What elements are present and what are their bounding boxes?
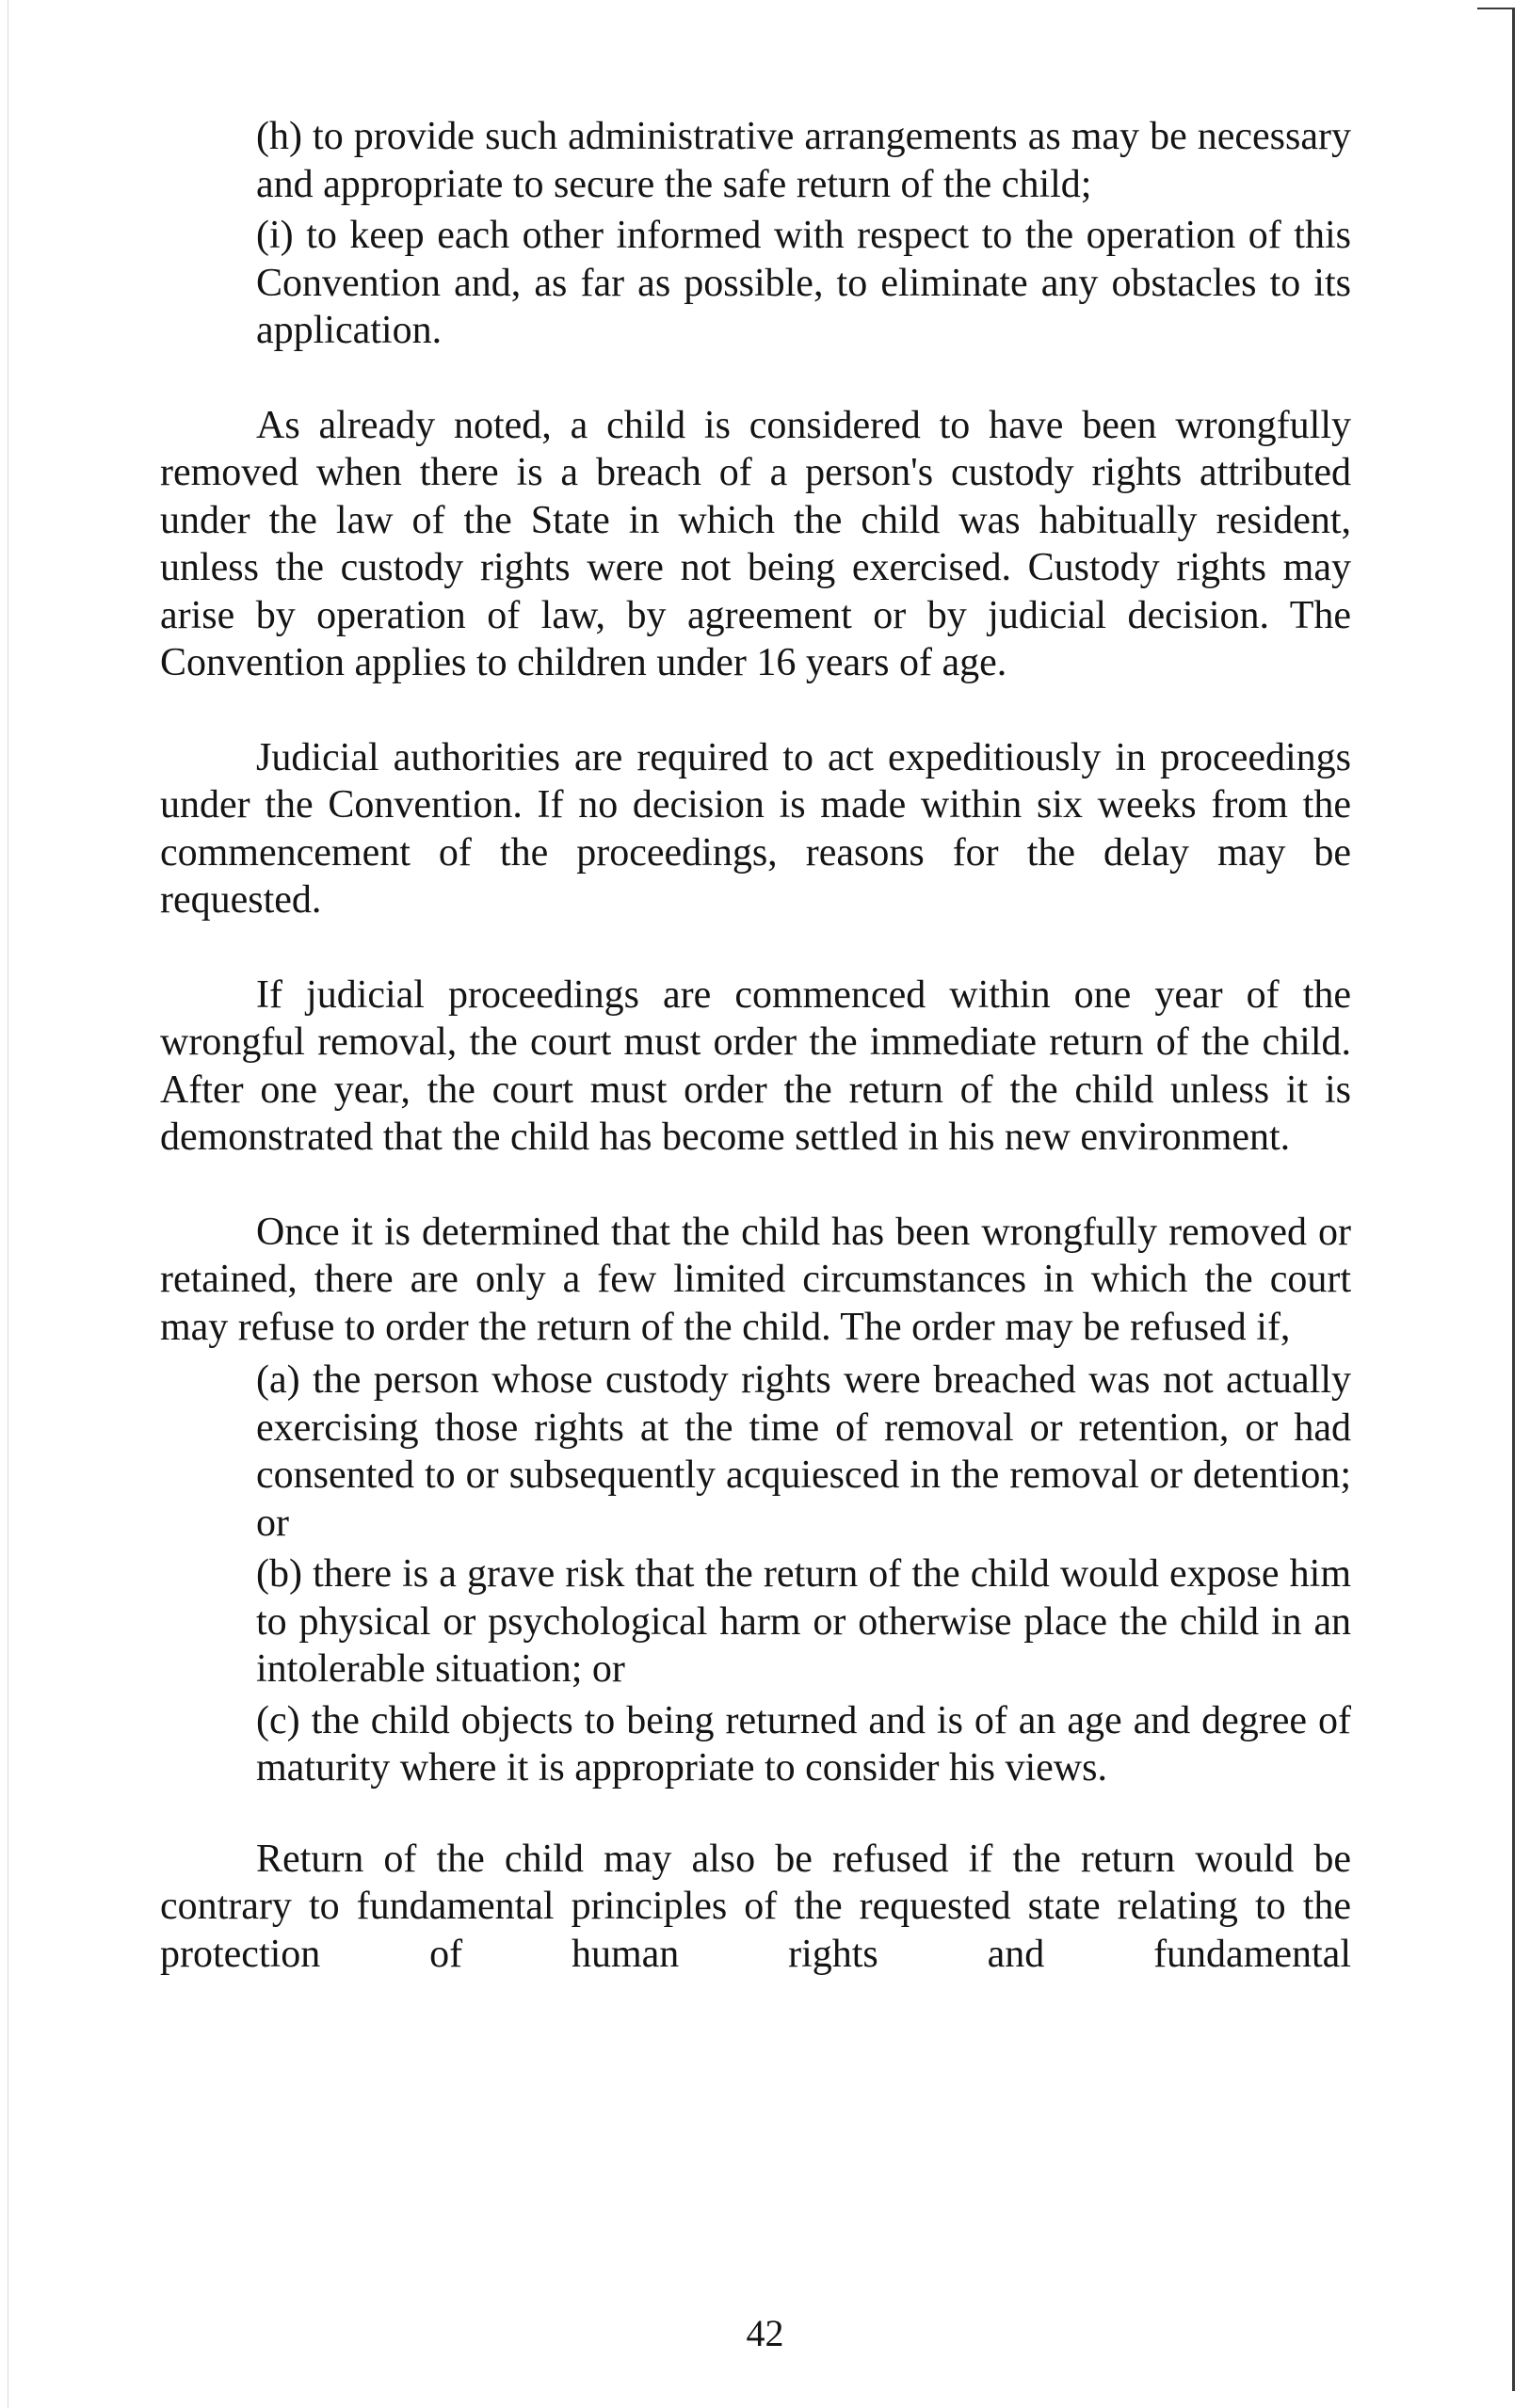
page-number: 42 xyxy=(746,2312,784,2354)
list-item-text: the person whose custody rights were breached was not actually exercising those rights at the time of removal or retention, or had consented to or subsequently acquiesced in the removal or detention; or xyxy=(256,1358,1351,1545)
paragraph-wrongful-removal: As already noted, a child is considered to have been wrongfully removed when there is a breach of a person's custody rights attributed under the law of the State in which the child was habitually resident, unless the custody rights were not being exercised. Custody rights may arise by operation of law, by agreement or by judicial decision. The Convention applies to children under 16 years of age. xyxy=(160,403,1351,684)
page-right-edge xyxy=(1512,9,1515,2391)
page-top-edge xyxy=(1477,8,1515,9)
list-marker: (c) xyxy=(256,1698,300,1742)
list-marker: (a) xyxy=(256,1358,300,1402)
document-page xyxy=(160,113,1351,1978)
list-marker: (b) xyxy=(256,1552,302,1596)
paragraph-return-refused: Return of the child may also be refused if the return would be contrary to fundamental principles of the requested state relating to the protection of human rights and fundamental xyxy=(160,1837,1351,1976)
list-item-c xyxy=(256,1697,1351,1792)
paragraph-limited-circumstances: Once it is determined that the child has been wrongfully removed or retained, there are only a few limited circumstances in which the court may refuse to order the return of the child. The order may be refused if, xyxy=(160,1210,1351,1349)
list-marker: (h) xyxy=(256,115,302,158)
list-marker: (i) xyxy=(256,214,294,257)
list-item-text: to provide such administrative arrangements as may be necessary and appropriate to secure the safe return of the child; xyxy=(256,115,1352,206)
list-item-text: the child objects to being returned and is of an age and degree of maturity where it is appropriate to consider his views. xyxy=(256,1698,1352,1790)
list-item-text: there is a grave risk that the return of the child would expose him to physical or psychological harm or otherwise place the child in an intolerable situation; or xyxy=(256,1552,1352,1691)
list-item-h xyxy=(256,113,1351,208)
list-item-a xyxy=(256,1357,1351,1547)
paragraph-one-year: If judicial proceedings are commenced within one year of the wrongful removal, the court must order the immediate return of the child. After one year, the court must order the return of the child unless it is demonstrated that the child has become settled in his new environment. xyxy=(160,972,1351,1159)
list-item-text: to keep each other informed with respect to the operation of this Convention and, as far as possible, to eliminate any obstacles to its application. xyxy=(256,214,1351,352)
list-item-i xyxy=(256,212,1351,355)
list-item-b xyxy=(256,1550,1351,1694)
paragraph-judicial-authorities: Judicial authorities are required to act expeditiously in proceedings under the Convention. If no decision is made within six weeks from the commencement of the proceedings, reasons for the delay may be requested. xyxy=(160,735,1351,922)
